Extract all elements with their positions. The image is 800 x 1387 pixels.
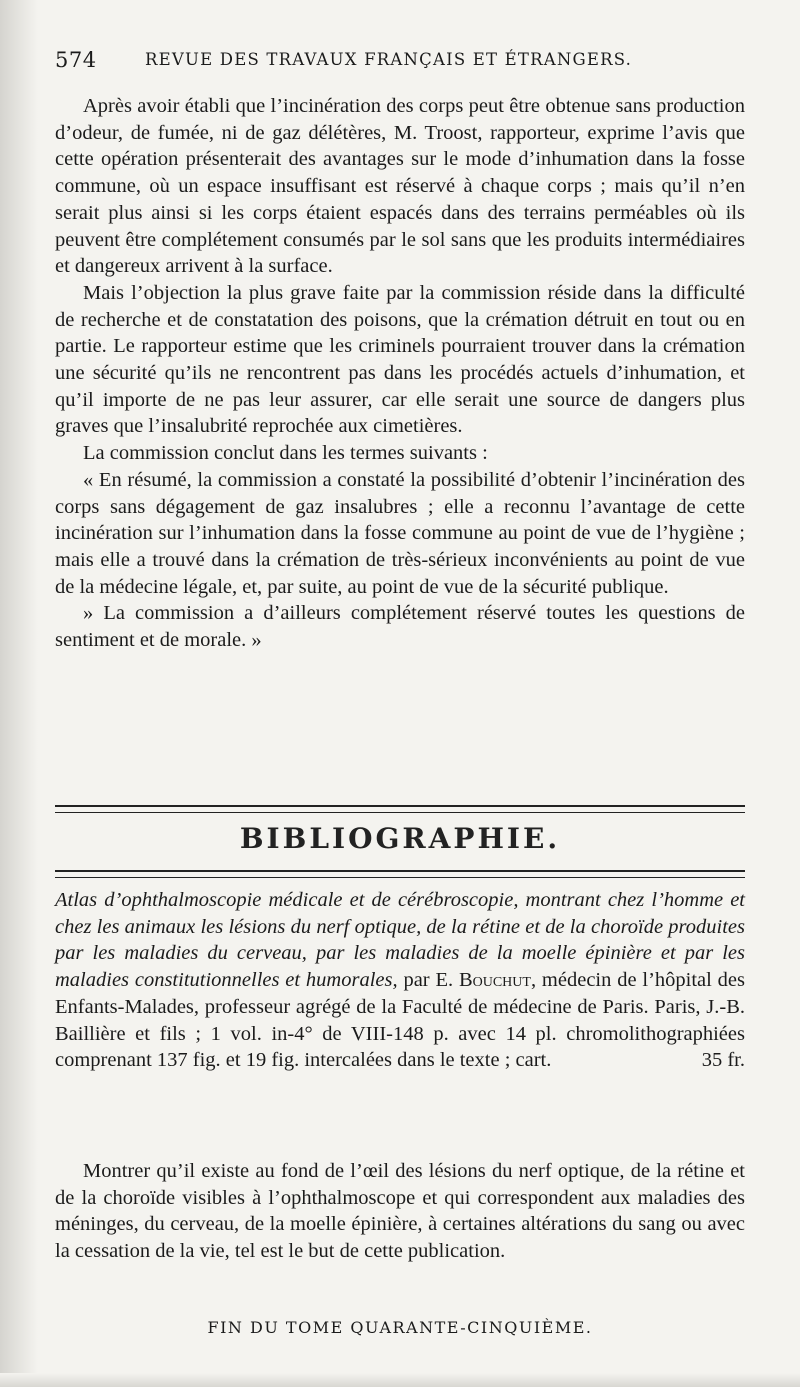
bibliography-entry	[55, 887, 745, 1074]
price: 35 fr.	[701, 1049, 745, 1072]
running-title: REVUE DES TRAVAUX FRANÇAIS ET ÉTRANGERS.	[145, 50, 633, 69]
running-header	[55, 46, 745, 76]
quote-paragraph: « En résumé, la commission a constaté la possibilité d’obtenir l’incinération des corps sans dégagement de gaz insalubres ; elle a reconnu l’avantage de cette incinération sur l’inhumation dans la fosse commune au point de vue de l’hygiène ; mais elle a trouvé dans la crémation de très-sérieux inconvénients au point de vue de la médecine légale, et, par suite, au point de vue de la sécurité publique.	[55, 468, 745, 598]
publication-details: , médecin de l’hôpital des Enfants-Malades, professeur agrégé de la Faculté de médecine de Paris. Paris, J.-B. Baillière et fils ; 1 vol. in-4° de VIII-148 p. avec 14 pl. chromolithographiées comprenant 137 fig. et 19 fig. intercalées dans le texte ; cart.	[55, 969, 745, 1072]
bibliography-citation	[55, 887, 745, 1074]
page-bottom-shadow	[0, 1373, 800, 1387]
page-edge-shadow	[0, 0, 38, 1387]
quote-paragraph: » La commission a d’ailleurs complétement réservé toutes les questions de sentiment et de morale. »	[55, 602, 745, 652]
paragraph: Montrer qu’il existe au fond de l’œil des lésions du nerf optique, de la rétine et de la choroïde visibles à l’ophthalmoscope et qui correspondent aux maladies des méninges, du cerveau, de la moelle épinière, à certaines altérations du sang ou avec la cessation de la vie, tel est le but de cette publication.	[55, 1160, 745, 1263]
review-body	[55, 1158, 745, 1265]
author-name: Bouchut	[458, 969, 531, 992]
page-number: 574	[55, 48, 97, 72]
section-title: BIBLIOGRAPHIE.	[239, 822, 561, 855]
section-rule-bottom	[55, 870, 745, 878]
end-of-volume-note: FIN DU TOME QUARANTE-CINQUIÈME.	[207, 1318, 593, 1337]
article-body	[55, 93, 745, 654]
section-rule-top	[55, 805, 745, 813]
paragraph: Après avoir établi que l’incinération des corps peut être obtenue sans production d’odeur, de fumée, ni de gaz délétères, M. Troost, rapporteur, exprime l’avis que cette opération présenterait des avantages sur le mode d’inhumation dans la fosse commune, où un espace insuffisant est réservé à chaque corps ; mais qu’il n’en serait plus ainsi si les corps étaient espacés dans des terrains perméables où ils peuvent être complétement consumés par le sol sans que les produits intermédiaires et dangereux arrivent à la surface.	[55, 95, 745, 278]
paragraph: La commission conclut dans les termes suivants :	[83, 442, 488, 465]
book-title: Atlas d’ophthalmoscopie médicale et de cérébroscopie, montrant chez l’homme et chez les animaux les lésions du nerf optique, de la rétine et de la choroïde produites par les maladies du cerveau, par les maladies de la moelle épinière et par les maladies constitutionnelles et humorales,	[55, 889, 745, 992]
by-text: par E.	[397, 969, 459, 992]
paragraph: Mais l’objection la plus grave faite par la commission réside dans la difficulté de recherche et de constatation des poisons, que la crémation détruit en tout ou en partie. Le rapporteur estime que les criminels pourraient trouver dans la crémation une sécurité qu’ils ne rencontrent pas dans les procédés actuels d’inhumation, et qu’il importe de ne pas leur assurer, car elle serait une source de dangers plus graves que l’insalubrité reprochée aux cimetières.	[55, 281, 745, 438]
